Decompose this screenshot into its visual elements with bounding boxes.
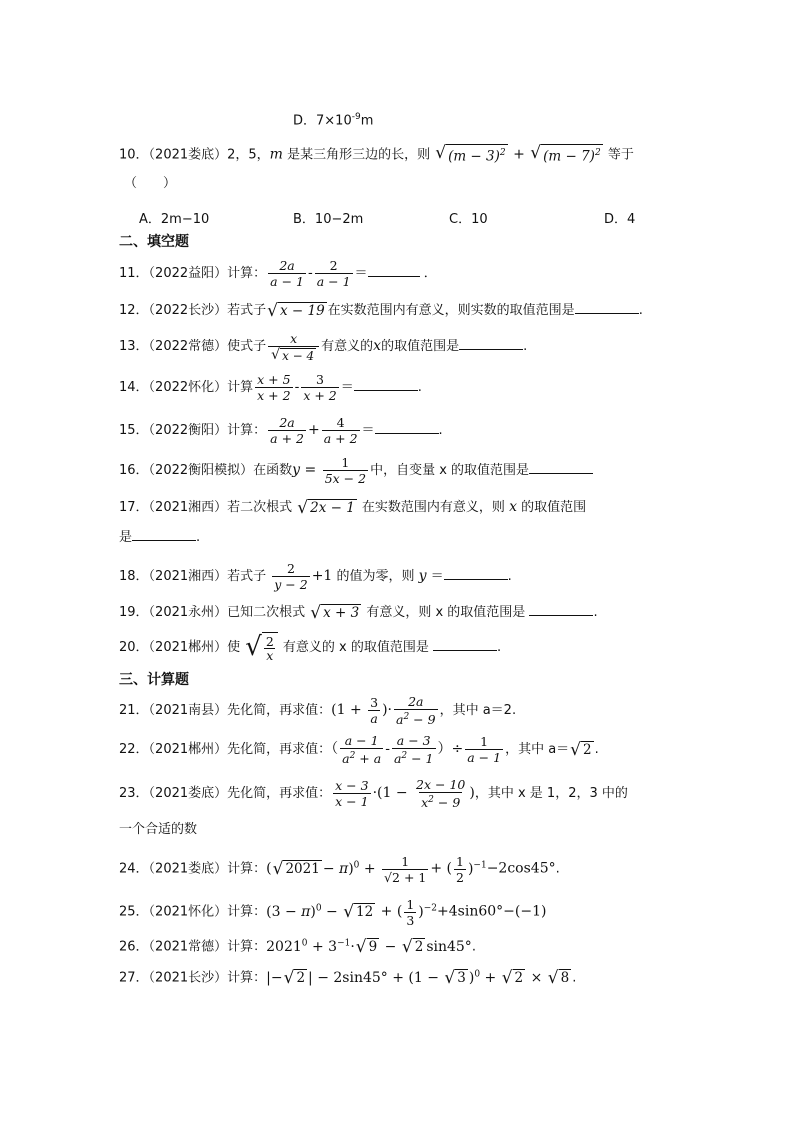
q11-prefix: 11．（2022益阳）计算： — [119, 266, 267, 281]
q24-prefix: 24．（2021娄底）计算： — [119, 861, 267, 877]
q11-frac-2: $\frac{2}{a - 1}$ — [316, 258, 351, 289]
q15-eq: ＝ — [361, 423, 375, 438]
q10-paren: （ ） — [124, 176, 177, 191]
q18-eq: ＝ — [426, 569, 444, 584]
question-13: 13．（2022常德）使式子 x √ x − 4 有意义的x的取值范围是 . — [119, 330, 528, 363]
q10-option-b: B．10−2m — [293, 212, 364, 227]
q21-prefix: 21．（2021南县）先化简，再求值： — [119, 703, 332, 719]
q16-prefix: 16．（2022衡阳模拟）在函数 — [119, 463, 293, 478]
q17-line2: 是 — [119, 530, 133, 545]
q21-frac-1: $\frac{3}{a}$ — [370, 695, 379, 727]
question-21: 21．（2021南县）先化简，再求值：(1 + $\frac{3}{a}$ )· $\frac{2a}{a^2 - 9}$ ，其中 a＝2. — [119, 694, 517, 728]
question-12: 12．（2022长沙）若式子 √ x − 19 在实数范围内有意义，则实数的取值范围是 . — [119, 300, 643, 321]
q14-eq: ＝ — [340, 380, 354, 395]
q13-frac: x √ x − 4 — [268, 331, 319, 363]
question-18: 18．（2021湘西）若式子 $\frac{2}{y - 2}$ +1 的值为零，则 y ＝ . — [119, 561, 512, 592]
question-22: 22．（2021郴州）先化简，再求值：（ $\frac{a - 1}{a^2 + a}$ - $\frac{a - 3}{a^2 - 1}$ ）÷ $\frac{1}{a - 1}$ ，其中 a＝ √ 2 . — [119, 733, 599, 767]
question-10: 10．（2021娄底）2，5，m 是某三角形三边的长，则 √ $(m - 3)^2$ + √ $(m - 7)^2$ 等于 — [119, 143, 634, 165]
q14-frac-2: $\frac{3}{x + 2}$ — [303, 372, 337, 403]
q12-sqrt: √ x − 19 — [267, 300, 325, 321]
q25-sqrt: √ 12 — [343, 902, 374, 923]
q18-prefix: 18．（2021湘西）若式子 — [119, 569, 271, 584]
q13-suffix: 有意义的 — [321, 339, 374, 354]
q27-expression: |− √ 2 | − 2sin45° + (1 − √ 3 )$^0$ + √ 2 × √ 8 — [266, 967, 570, 988]
q18-frac: $\frac{2}{y - 2}$ — [274, 561, 308, 592]
q10-suffix: 等于 — [607, 147, 634, 163]
q16-suffix: 中，自变量 x 的取值范围是 — [370, 463, 530, 478]
q17-suffix2: 的取值范围 — [516, 500, 587, 515]
q22-prefix: 22．（2021郴州）先化简，再求值： — [119, 742, 332, 758]
question-20: 20．（2021郴州）使 √ $\frac{2}{x}$ 有意义的 x 的取值范围是 . — [119, 632, 502, 663]
q18-suffix: 的值为零，则 — [332, 569, 419, 584]
q26-expression: $2021^0 + 3^{-1}\cdot$ √ 9 − √ 2 sin45° — [266, 936, 472, 957]
q17-prefix: 17．（2021湘西）若二次根式 — [119, 500, 297, 515]
q22-suffix: ，其中 a＝ — [505, 742, 570, 758]
q15-frac-1: $\frac{2a}{a + 2}$ — [270, 415, 304, 446]
q23-frac-2: $\frac{2x - 10}{x^2 - 9}$ — [416, 777, 466, 811]
q13-prefix: 13．（2022常德）使式子 — [119, 339, 267, 354]
q22-frac-2: $\frac{a - 3}{a^2 - 1}$ — [393, 733, 434, 767]
q14-frac-1: $\frac{x + 5}{x + 2}$ — [257, 372, 291, 403]
q16-frac: $\frac{1}{5x - 2}$ — [324, 455, 367, 486]
q17-answer-blank[interactable] — [132, 528, 196, 541]
q18-answer-blank[interactable] — [444, 567, 508, 580]
q11-frac-1: $\frac{2a}{a - 1}$ — [270, 258, 304, 289]
question-19: 19．（2021永州）已知二次根式 √ x + 3 有意义，则 x 的取值范围是 . — [119, 602, 598, 623]
q20-prefix: 20．（2021郴州）使 — [119, 640, 245, 655]
question-27: 27．（2021长沙）计算：|− √ 2 | − 2sin45° + (1 − √ 3 )$^0$ + √ 2 × √ 8 . — [119, 967, 577, 988]
q23-prefix: 23．（2021娄底）先化简，再求值： — [119, 786, 332, 802]
q15-answer-blank[interactable] — [375, 421, 439, 434]
q12-suffix: 在实数范围内有意义，则实数的取值范围是 — [327, 303, 575, 318]
q20-suffix: 有意义的 x 的取值范围是 — [278, 640, 434, 655]
section-2-title: 二、填空题 — [119, 234, 189, 250]
q24-sqrt: √ 2021 — [272, 859, 320, 880]
q14-answer-blank[interactable] — [354, 378, 418, 391]
q19-suffix: 有意义，则 x 的取值范围是 — [362, 605, 530, 620]
question-26: 26．（2021常德）计算：$2021^0 + 3^{-1}\cdot$ √ 9 − √ 2 sin45°. — [119, 936, 476, 957]
q22-frac-1: $\frac{a - 1}{a^2 + a}$ — [342, 733, 382, 767]
q10-option-d: D．4 — [604, 212, 636, 227]
q24-frac-2: $\frac{1}{2}$ — [456, 853, 464, 885]
q15-prefix: 15．（2022衡阳）计算： — [119, 423, 267, 438]
q11-answer-blank[interactable] — [368, 264, 420, 277]
q20-sqrt: √ $\frac{2}{x}$ — [245, 632, 278, 663]
q11-end: ． — [423, 266, 437, 281]
q23-frac-1: $\frac{x - 3}{x - 1}$ — [335, 778, 369, 810]
question-14: 14．（2022怀化）计算 $\frac{x + 5}{x + 2}$ - $\frac{3}{x + 2}$ ＝ . — [119, 372, 422, 403]
q21-frac-2: $\frac{2a}{a^2 - 9}$ — [396, 694, 436, 728]
q25-tail: +4sin60°−(−1) — [437, 903, 547, 920]
q23-suffix: ，其中 x 是 1，2，3 中的 — [474, 786, 628, 802]
question-24: 24．（2021娄底）计算：( √ 2021 − π)$^0$ + $\frac{1}{√2 + 1}$ + ( $\frac{1}{2}$ )$^{-1}$−2cos45°. — [119, 853, 560, 885]
q24-tail: −2cos45° — [486, 860, 556, 877]
section-3-title: 三、计算题 — [119, 672, 189, 688]
question-23: 23．（2021娄底）先化简，再求值： $\frac{x - 3}{x - 1}$ ·(1 − $\frac{2x - 10}{x^2 - 9}$ )，其中 x 是 1，2，3 中的 — [119, 777, 628, 811]
question-16: 16．（2022衡阳模拟）在函数y = $\frac{1}{5x - 2}$ 中，自变量 x 的取值范围是 — [119, 454, 593, 487]
q25-frac: $\frac{1}{3}$ — [406, 896, 415, 928]
q17-suffix: 在实数范围内有意义，则 — [357, 500, 510, 515]
q19-sqrt: √ x + 3 — [310, 602, 360, 623]
q20-answer-blank[interactable] — [433, 638, 497, 651]
q13-suffix2: 的取值范围是 — [381, 339, 460, 354]
q22-frac-3: $\frac{1}{a - 1}$ — [467, 734, 502, 766]
q10-option-c: C．10 — [449, 212, 488, 227]
q17-sqrt: √ 2x − 1 — [297, 497, 355, 518]
q16-answer-blank[interactable] — [529, 461, 593, 474]
q10-option-a: A．2m−10 — [139, 212, 210, 227]
q13-answer-blank[interactable] — [459, 337, 523, 350]
q14-prefix: 14．（2022怀化）计算 — [119, 380, 254, 395]
q24-frac-1: $\frac{1}{√2 + 1}$ — [384, 853, 427, 885]
q21-suffix: ，其中 a＝2. — [439, 703, 517, 719]
q19-prefix: 19．（2021永州）已知二次根式 — [119, 605, 310, 620]
q25-prefix: 25．（2021怀化）计算： — [119, 904, 267, 920]
q27-prefix: 27．（2021长沙）计算： — [119, 970, 267, 986]
q10-prefix: 10．（2021娄底）2，5， — [119, 147, 270, 163]
q9-option-d-text: D．7×10 — [293, 113, 352, 129]
question-11: 11．（2022益阳）计算： $\frac{2a}{a - 1}$ - $\frac{2}{a - 1}$ ＝ ． — [119, 258, 437, 289]
q15-frac-2: $\frac{4}{a + 2}$ — [323, 415, 358, 446]
question-17-line2: 是 . — [119, 530, 201, 545]
q12-answer-blank[interactable] — [575, 301, 639, 314]
q9-option-d-unit: m — [360, 113, 374, 129]
q12-prefix: 12．（2022长沙）若式子 — [119, 303, 267, 318]
q19-answer-blank[interactable] — [529, 603, 593, 616]
q10-sqrt-1: √ $(m - 3)^2$ — [435, 143, 506, 165]
q10-mid: 是某三角形三边的长，则 — [282, 147, 435, 163]
q10-var-m: m — [269, 146, 283, 163]
q22-sqrt: √ 2 — [570, 739, 592, 760]
q26-prefix: 26．（2021常德）计算： — [119, 939, 267, 955]
q9-option-d — [293, 108, 373, 130]
q10-sqrt-2: √ $(m - 7)^2$ — [530, 143, 601, 165]
question-23-line2: 一个合适的数 — [119, 822, 198, 837]
question-15: 15．（2022衡阳）计算： $\frac{2a}{a + 2}$ + $\frac{4}{a + 2}$ ＝ . — [119, 415, 443, 446]
q9-option-d-exp: -9 — [351, 112, 361, 122]
question-25: 25．（2021怀化）计算：$(3 - \pi)^0$ − √ 12 + ( $\frac{1}{3}$ )$^{-2}$+4sin60°−(−1) — [119, 896, 547, 928]
q11-eq: ＝ — [354, 266, 368, 281]
question-17: 17．（2021湘西）若二次根式 √ 2x − 1 在实数范围内有意义，则 x 的取值范围 — [119, 497, 587, 518]
